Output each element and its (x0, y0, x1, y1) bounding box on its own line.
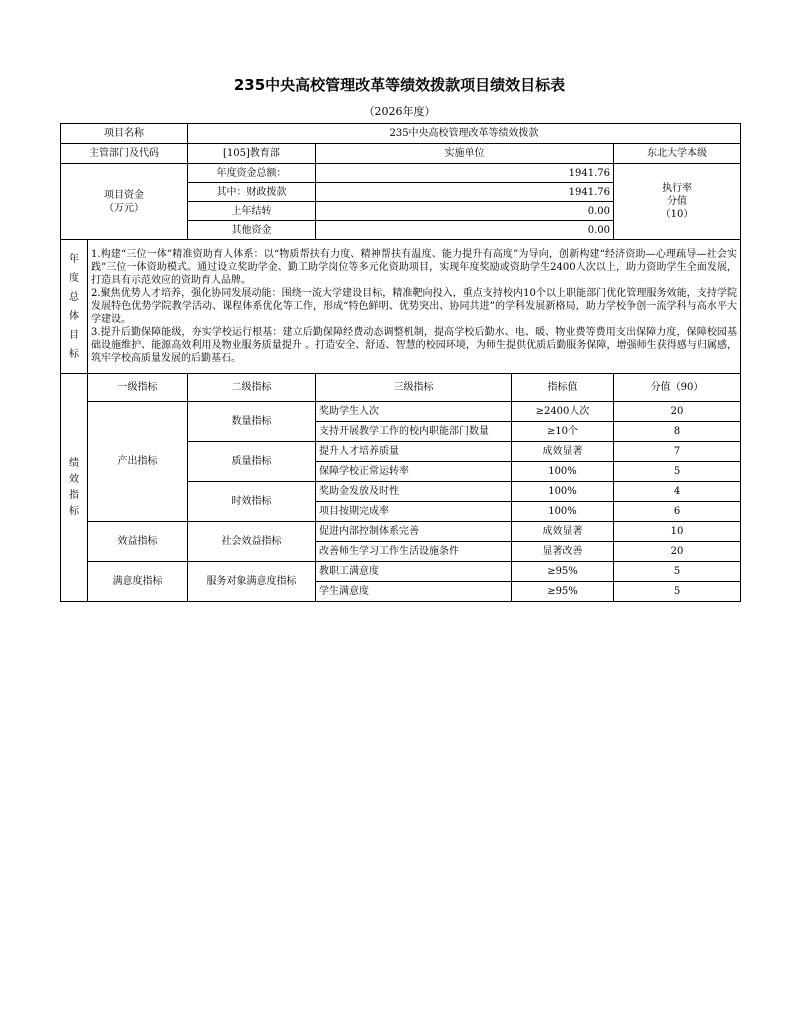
funds-row-value: 0.00 (316, 202, 614, 221)
header-target: 指标值 (512, 374, 614, 402)
indicator-target: ≥10个 (512, 422, 614, 442)
goals-label-char: 年 (69, 253, 79, 265)
project-name-value: 235中央高校管理改革等绩效拨款 (188, 124, 741, 144)
execution-rate-label: 执行率 (662, 183, 693, 194)
goals-content (88, 240, 741, 374)
level3-name: 教职工满意度 (316, 562, 512, 582)
funds-label (61, 164, 188, 240)
header-level1: 一级指标 (88, 374, 188, 402)
year-label: （2026年度） (363, 105, 436, 118)
level1-satisfaction: 满意度指标 (88, 562, 188, 602)
indicator-score: 5 (614, 582, 741, 602)
execution-score-label: 分值 (667, 196, 688, 207)
funds-label-line2: （万元） (104, 202, 144, 214)
level3-name: 奖助学生人次 (316, 402, 512, 422)
indicator-target: ≥95% (512, 562, 614, 582)
level3-name: 奖助金发放及时性 (316, 482, 512, 502)
level3-name: 改善师生学习工作生活设施条件 (316, 542, 512, 562)
department-value: [105]教育部 (188, 144, 316, 164)
goal-paragraph: 1.构建“三位一体”精准资助育人体系：以“物质帮扶有力度、精神帮扶有温度、能力提升有高度”为导向，创新构建“经济资助—心理疏导—社会实践”三位一体资助模式。通过设立奖助学金、勤工助学岗位等多元化资助项目，实现年度奖励或资助学生2400人次以上，助力资助学生全面发展，打造具有示范效应的资助育人品牌。 (91, 249, 738, 286)
project-name-label: 项目名称 (61, 124, 188, 144)
level2-service-satisfaction: 服务对象满意度指标 (188, 562, 316, 602)
level3-name: 项目按期完成率 (316, 502, 512, 522)
indicators-label-char: 效 (69, 473, 79, 485)
indicator-target: 成效显著 (512, 522, 614, 542)
performance-table (60, 123, 741, 602)
level2-quantity: 数量指标 (188, 402, 316, 442)
funds-row-value: 1941.76 (316, 183, 614, 202)
indicator-target: 100% (512, 502, 614, 522)
execution-score-value: （10） (660, 209, 694, 220)
indicator-score: 8 (614, 422, 741, 442)
funds-row-label: 其他资金 (188, 221, 316, 240)
level3-name: 促进内部控制体系完善 (316, 522, 512, 542)
funds-row-label: 其中：财政拨款 (188, 183, 316, 202)
level1-benefit: 效益指标 (88, 522, 188, 562)
indicator-score: 5 (614, 562, 741, 582)
indicator-target: 100% (512, 462, 614, 482)
indicator-score: 20 (614, 402, 741, 422)
indicator-row (61, 402, 741, 422)
department-row (61, 144, 741, 164)
goals-label-char: 体 (69, 310, 79, 322)
indicator-score: 10 (614, 522, 741, 542)
indicator-score: 5 (614, 462, 741, 482)
indicator-score: 6 (614, 502, 741, 522)
goals-label-char: 度 (69, 272, 79, 284)
goals-row (61, 240, 741, 374)
funds-row-label: 上年结转 (188, 202, 316, 221)
level3-name: 支持开展教学工作的校内职能部门数量 (316, 422, 512, 442)
implementer-label: 实施单位 (316, 144, 614, 164)
level2-quality: 质量指标 (188, 442, 316, 482)
goals-label-char: 目 (69, 329, 79, 341)
goal-paragraph: 3.提升后勤保障能级，夯实学校运行根基：建立后勤保障经费动态调整机制，提高学校后勤水、电、暖、物业费等费用支出保障力度，保障校园基础设施维护、能源高效利用及物业服务质量提升 。打造安全、舒适、智慧的校园环境，为师生提供优质后勤服务保障，增强师生获得感与归属感，筑牢学校高质量发展的后勤基石。 (91, 327, 738, 364)
indicator-score: 4 (614, 482, 741, 502)
header-level3: 三级指标 (316, 374, 512, 402)
indicator-row (61, 522, 741, 542)
funds-row-value: 1941.76 (316, 164, 614, 183)
header-level2: 二级指标 (188, 374, 316, 402)
goals-label-char: 标 (69, 348, 79, 360)
project-name-row (61, 124, 741, 144)
header-score: 分值（90） (614, 374, 741, 402)
level1-output: 产出指标 (88, 402, 188, 522)
funds-row-value: 0.00 (316, 221, 614, 240)
goals-label (61, 240, 88, 374)
indicators-label (61, 374, 88, 602)
indicator-header-row (61, 374, 741, 402)
funds-row-total (61, 164, 741, 183)
funds-row-label: 年度资金总额： (188, 164, 316, 183)
indicators-label-char: 指 (69, 489, 79, 501)
level3-name: 提升人才培养质量 (316, 442, 512, 462)
indicator-score: 7 (614, 442, 741, 462)
level2-timeliness: 时效指标 (188, 482, 316, 522)
level2-social-benefit: 社会效益指标 (188, 522, 316, 562)
funds-label-line1: 项目资金 (104, 189, 144, 201)
page-title: 235中央高校管理改革等绩效拨款项目绩效目标表 (233, 76, 566, 94)
indicators-label-char: 绩 (69, 457, 79, 469)
department-label: 主管部门及代码 (61, 144, 188, 164)
indicator-row (61, 562, 741, 582)
indicator-target: ≥95% (512, 582, 614, 602)
implementer-value: 东北大学本级 (614, 144, 741, 164)
level3-name: 保障学校正常运转率 (316, 462, 512, 482)
indicator-target: ≥2400人次 (512, 402, 614, 422)
goal-paragraph: 2.聚焦优势人才培养，强化协同发展动能：围绕一流大学建设目标，精准靶向投入，重点支持校内10个以上职能部门优化管理服务效能，支持学院发展特色优势学院教学活动、课程体系优化等工作，形成“特色鲜明、优势突出、协同共进”的学科发展新格局，助力学校争创一流学科与高水平大学建设。 (91, 288, 738, 325)
execution-rate-cell (614, 164, 741, 240)
goals-label-char: 总 (69, 291, 79, 303)
indicators-label-char: 标 (69, 505, 79, 517)
indicator-target: 显著改善 (512, 542, 614, 562)
level3-name: 学生满意度 (316, 582, 512, 602)
indicator-target: 100% (512, 482, 614, 502)
indicator-target: 成效显著 (512, 442, 614, 462)
indicator-score: 20 (614, 542, 741, 562)
